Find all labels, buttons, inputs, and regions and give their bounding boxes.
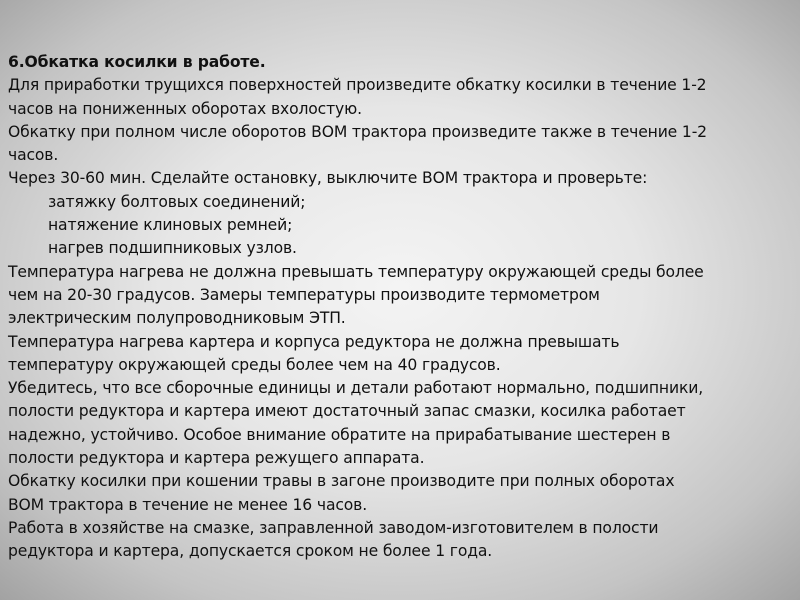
paragraph-line: полости редуктора и картера имеют достаточный запас смазки, косилка работает bbox=[8, 402, 686, 421]
paragraph-line: Через 30-60 мин. Сделайте остановку, выключите ВОМ трактора и проверьте: bbox=[8, 169, 648, 188]
paragraph-line: редуктора и картера, допускается сроком не более 1 года. bbox=[8, 542, 493, 561]
paragraph-line: часов на пониженных оборотах вхолостую. bbox=[8, 99, 362, 118]
checklist-item: затяжку болтовых соединений; bbox=[48, 192, 306, 211]
paragraph-line: чем на 20-30 градусов. Замеры температуры производите термометром bbox=[8, 285, 600, 304]
section-heading: 6.Обкатка косилки в работе. bbox=[8, 53, 266, 71]
paragraph-line: Обкатку косилки при кошении травы в загоне производите при полных оборотах bbox=[8, 472, 675, 491]
paragraph-line: Температура нагрева не должна превышать температуру окружающей среды более bbox=[8, 262, 704, 281]
slide-text-body bbox=[8, 51, 794, 564]
paragraph-line: Обкатку при полном числе оборотов ВОМ трактора произведите также в течение 1-2 bbox=[8, 122, 707, 141]
paragraph-line: Для приработки трущихся поверхностей произведите обкатку косилки в течение 1-2 bbox=[8, 76, 707, 95]
checklist-item: нагрев подшипниковых узлов. bbox=[48, 239, 297, 258]
paragraph-line: Убедитесь, что все сборочные единицы и детали работают нормально, подшипники, bbox=[8, 379, 704, 398]
paragraph-line: Температура нагрева картера и корпуса редуктора не должна превышать bbox=[8, 332, 620, 351]
paragraph-line: надежно, устойчиво. Особое внимание обратите на прирабатывание шестерен в bbox=[8, 425, 671, 444]
paragraph-line: ВОМ трактора в течение не менее 16 часов. bbox=[8, 495, 368, 514]
paragraph-line: часов. bbox=[8, 146, 59, 165]
paragraph-line: температуру окружающей среды более чем на 40 градусов. bbox=[8, 355, 501, 374]
paragraph-line: Работа в хозяйстве на смазке, заправленной заводом-изготовителем в полости bbox=[8, 518, 659, 537]
paragraph-line: полости редуктора и картера режущего аппарата. bbox=[8, 449, 425, 468]
paragraph-line: электрическим полупроводниковым ЭТП. bbox=[8, 309, 346, 328]
checklist-item: натяжение клиновых ремней; bbox=[48, 216, 293, 235]
